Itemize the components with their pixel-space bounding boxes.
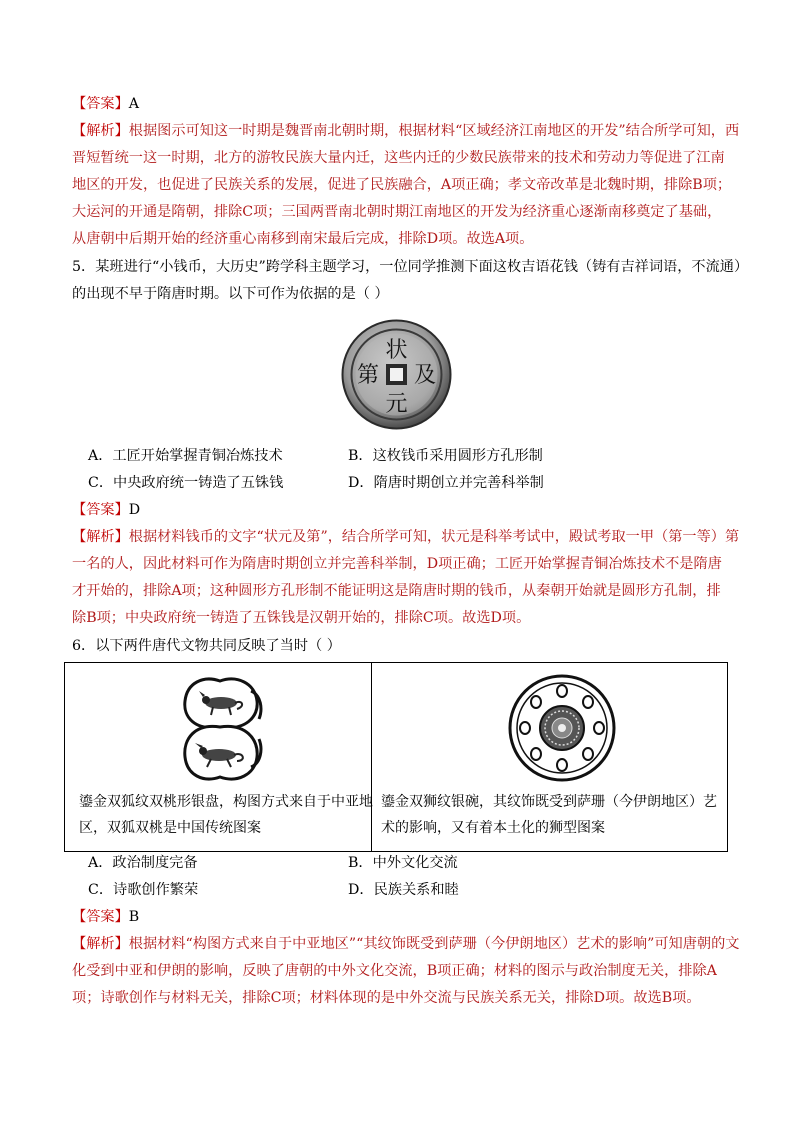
q6-option-a: A．政治制度完备: [88, 855, 198, 871]
analysis-text: 从唐朝中后期开始的经济重心南移到南宋最后完成，排除D项。故选A项。: [72, 231, 534, 247]
q5-option-d: D．隋唐时期创立并完善科举制: [348, 475, 544, 491]
q6-answer-line: [72, 907, 732, 927]
analysis-text: 根据材料“构图方式来自于中亚地区”“其纹饰既受到萨珊（今伊朗地区）艺术的影响”可知唐朝的文: [128, 936, 740, 952]
coin-char-right: 及: [413, 363, 437, 388]
analysis-tag: 【解析】: [72, 123, 129, 139]
analysis-text: 根据图示可知这一时期是魏晋南北朝时期，根据材料“区域经济江南地区的开发”结合所学可知，西: [128, 123, 740, 139]
q5-stem: 5．某班进行“小钱币，大历史”跨学科主题学习，一位同学推测下面这枚吉语花钱（铸有吉祥词语，不流通）: [72, 259, 749, 275]
analysis-text: 地区的开发，也促进了民族关系的发展，促进了民族融合，A项正确；孝文帝改革是北魏时期，排除B项；: [72, 177, 732, 193]
q5-option-b: B．这枚钱币采用圆形方孔形制: [348, 448, 543, 464]
coin-char-left: 第: [356, 363, 380, 388]
answer-tag: 【答案】: [72, 909, 129, 925]
answer-value: A: [128, 96, 140, 112]
answer-tag: 【答案】: [72, 502, 129, 518]
answer-tag: 【答案】: [72, 96, 129, 112]
q5-analysis-line: [72, 527, 740, 547]
q6-option-c: C．诗歌创作繁荣: [88, 882, 199, 898]
analysis-text: 项；诗歌创作与材料无关，排除C项；材料体现的是中外交流与民族关系无关，排除D项。故选B项。: [72, 990, 701, 1006]
q6-option-b: B．中外文化交流: [348, 855, 458, 871]
q5-option-c: C．中央政府统一铸造了五铢钱: [88, 475, 284, 491]
analysis-text: 化受到中亚和伊朗的影响，反映了唐朝的中外文化交流，B项正确；材料的图示与政治制度无关，排除A: [72, 963, 717, 979]
q6-stem: 6．以下两件唐代文物共同反映了当时（ ）: [72, 638, 341, 654]
coin-image: [341, 319, 452, 430]
artifact-table: [64, 662, 728, 852]
q4-answer-line: [72, 94, 732, 114]
answer-value: B: [128, 909, 140, 925]
coin-char-top: 状: [385, 338, 408, 363]
fox-plate-image: [175, 669, 265, 789]
q5-option-a: A．工匠开始掌握青铜冶炼技术: [88, 448, 283, 464]
right-caption-line: 鎏金双狮纹银碗，其纹饰既受到萨珊（今伊朗地区）艺: [381, 794, 717, 810]
analysis-tag: 【解析】: [72, 529, 129, 545]
analysis-text: 晋短暂统一这一时期，北方的游牧民族大量内迁，这些内迁的少数民族带来的技术和劳动力等促进了江南: [72, 150, 725, 166]
answer-value: D: [128, 502, 141, 518]
analysis-tag: 【解析】: [72, 936, 129, 952]
right-caption-line: 术的影响，又有着本土化的狮型图案: [381, 820, 605, 836]
coin-illustration: [341, 319, 452, 430]
lion-bowl-image: [507, 673, 617, 783]
analysis-text: 才开始的，排除A项；这种圆形方孔形制不能证明这是隋唐时期的钱币，从秦朝开始就是圆形方孔制，排: [72, 583, 721, 599]
q5-answer-line: [72, 500, 732, 520]
left-caption-line: 区，双狐双桃是中国传统图案: [79, 820, 261, 836]
analysis-text: 大运河的开通是隋朝，排除C项；三国两晋南北朝时期江南地区的开发为经济重心逐渐南移奠定了基础，: [72, 204, 722, 220]
coin-char-bottom: 元: [385, 392, 408, 417]
q5-stem: 的出现不早于隋唐时期。以下可作为依据的是（ ）: [72, 286, 389, 302]
table-divider: [371, 663, 372, 851]
q4-analysis-line: [72, 121, 740, 141]
q6-analysis-line: [72, 934, 740, 954]
analysis-text: 除B项；中央政府统一铸造了五铢钱是汉朝开始的，排除C项。故选D项。: [72, 610, 531, 626]
q6-option-d: D．民族关系和睦: [348, 882, 459, 898]
analysis-text: 一名的人，因此材料可作为隋唐时期创立并完善科举制，D项正确；工匠开始掌握青铜冶炼技术不是隋唐: [72, 556, 722, 572]
analysis-text: 根据材料钱币的文字“状元及第”，结合所学可知，状元是科举考试中，殿试考取一甲（第一等）第: [128, 529, 740, 545]
left-caption-line: 鎏金双狐纹双桃形银盘，构图方式来自于中亚地: [79, 794, 373, 810]
